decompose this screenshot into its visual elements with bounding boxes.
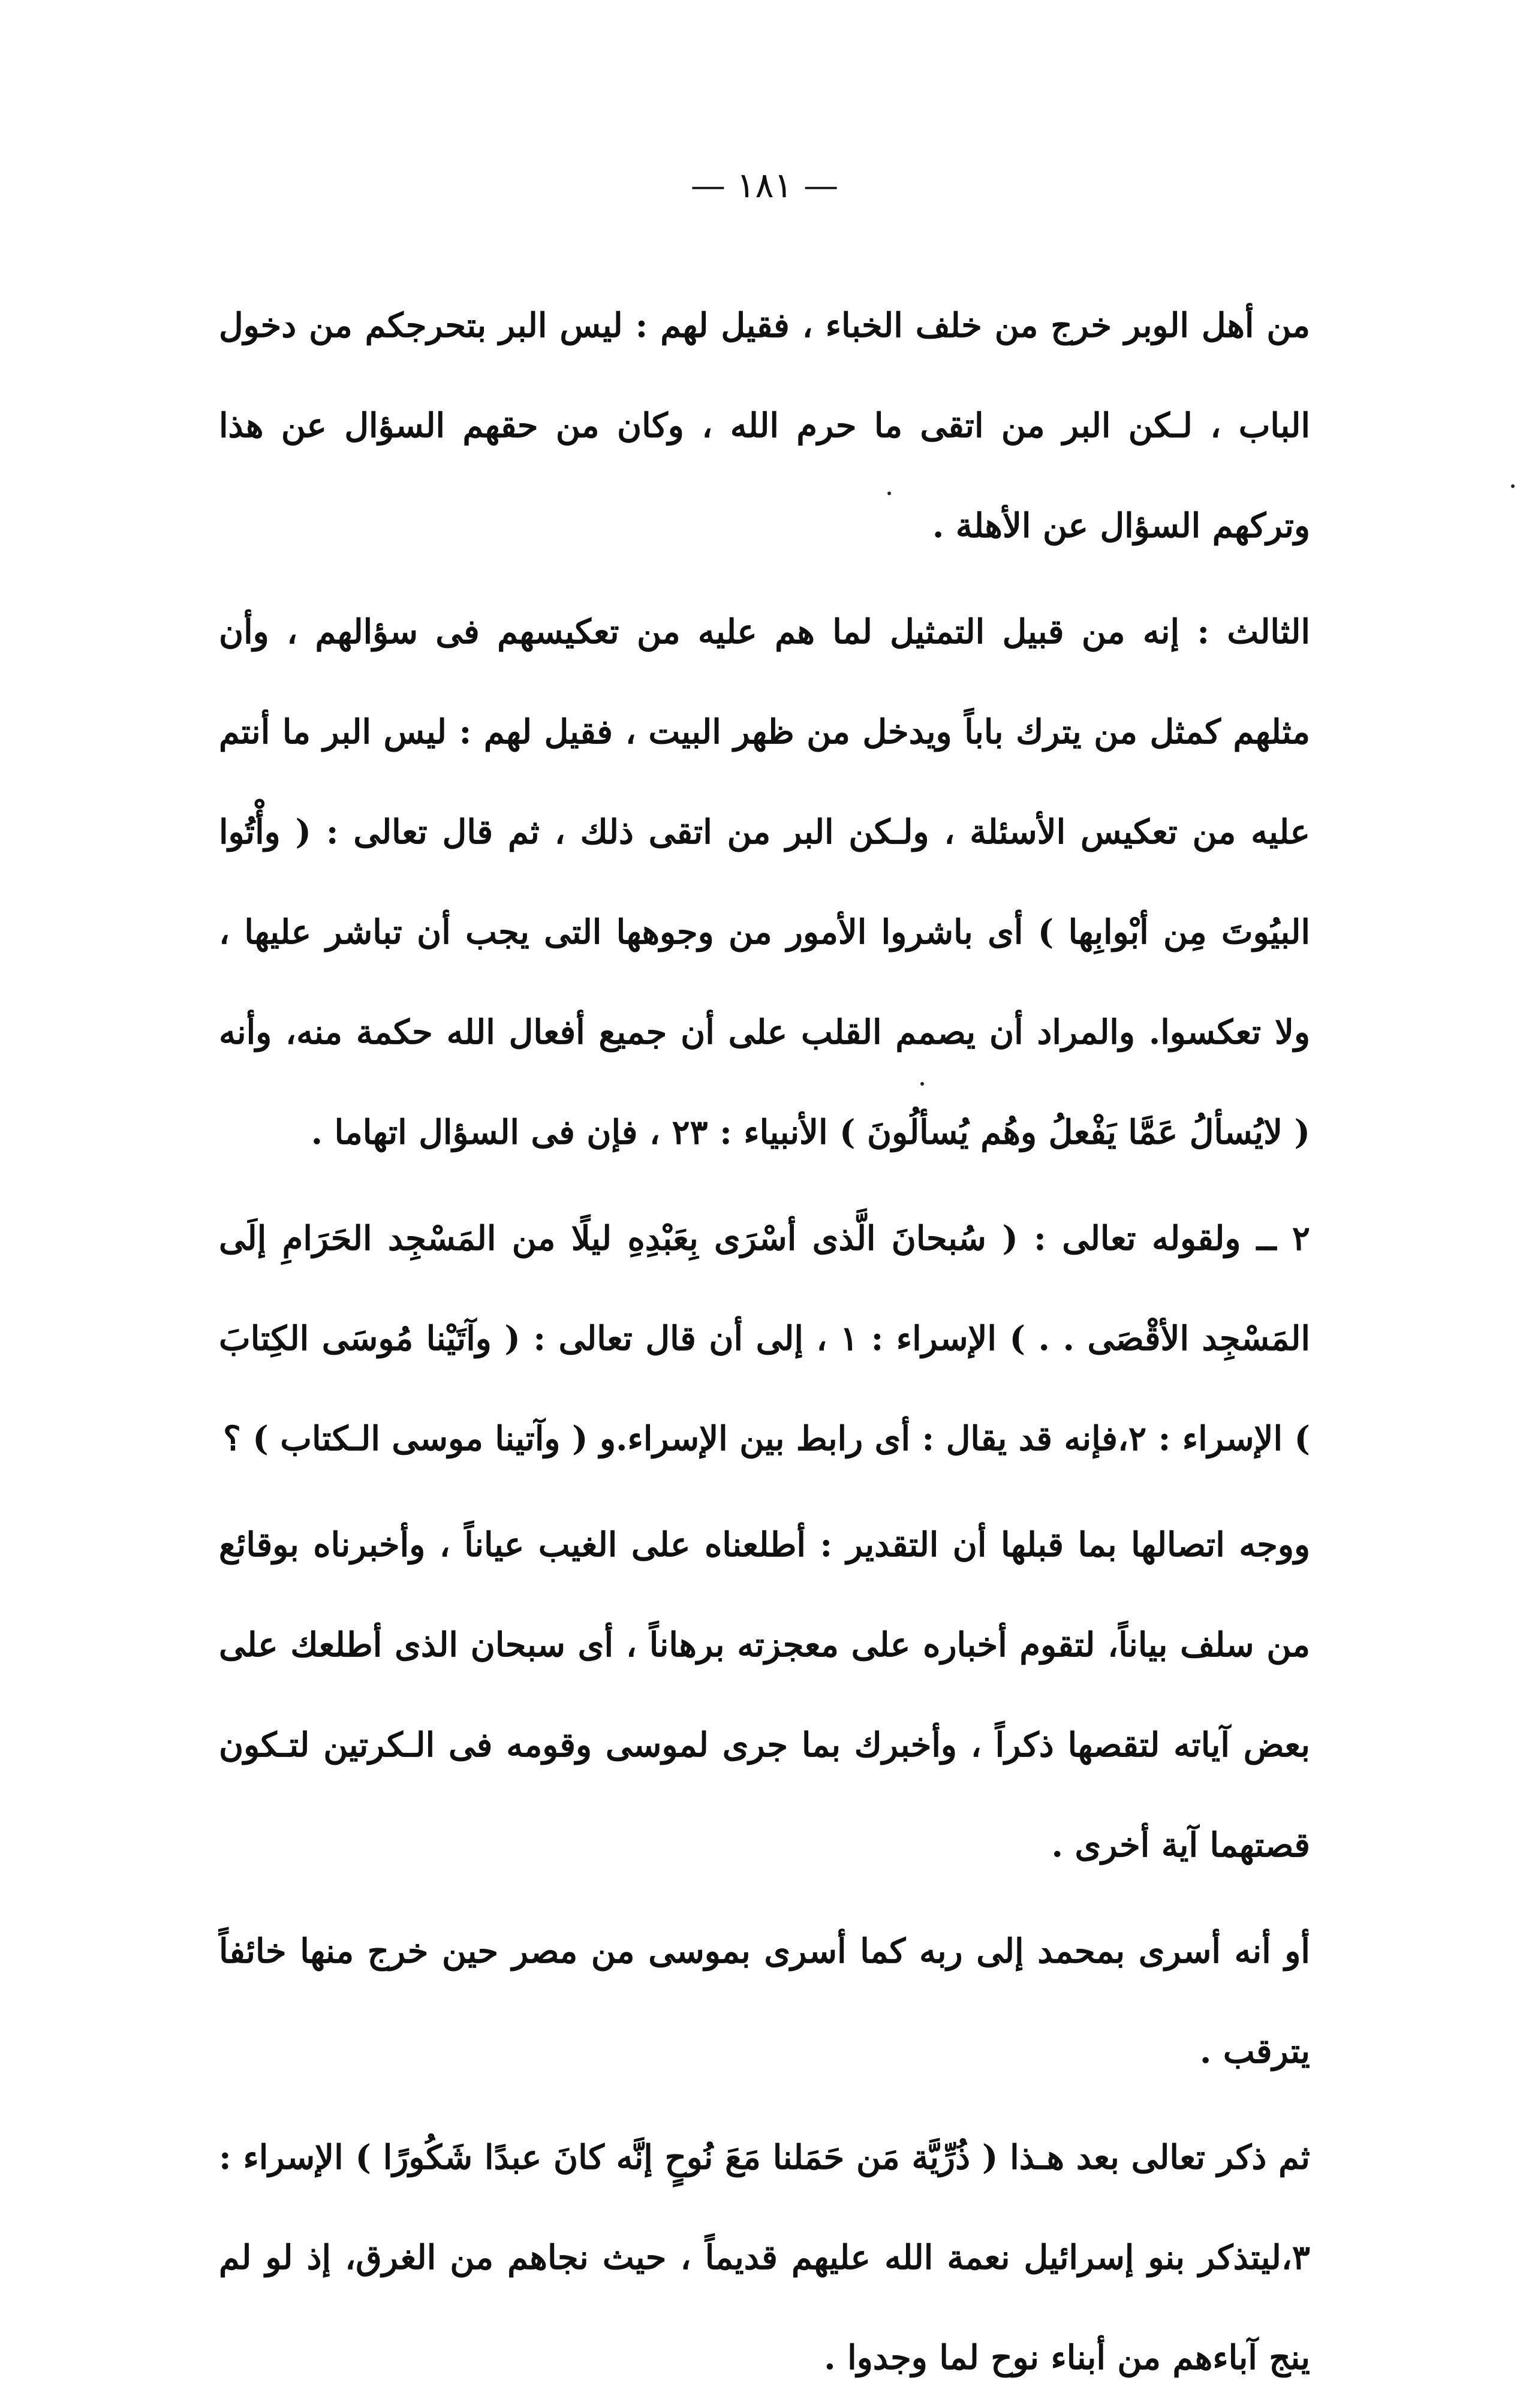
body-text <box>219 276 1310 2408</box>
paragraph-2: الثالث : إنه من قبيل التمثيل لما هم عليه من تعكيسهم فى سؤالهم ، وأن مثلهم كمثل من يترك باباً ويدخل من ظهر البيت ، فقيل لهم : ليس البر ما أنتم عليه من تعكيس الأسئلة ، ولـكن البر من اتقى ذلك ، ثم قال تعالى : ( وأْتُوا البيُوتَ مِن أبْوابِها ) أى باشروا الأمور من وجوهها التى يجب أن تباشر عليها ، ولا تعكسوا. والمراد أن يصمم القلب على أن جميع أفعال الله حكمة منه، وأنه ( لايُسألُ عَمَّا يَفْعلُ وهُم يُسألُونَ ) الأنبياء : ٢٣ ، فإن فى السؤال اتهاما . <box>219 612 1310 1152</box>
paragraph-4: ووجه اتصالها بما قبلها أن التقدير : أطلعناه على الغيب عياناً ، وأخبرناه بوقائع من سلف بياناً، لتقوم أخباره على معجزته برهاناً ، أى سبحان الذى أطلعك على بعض آياته لتقصها ذكراً ، وأخبرك بما جرى لموسى وقومه فى الـكرتين لتـكون قصتهما آية أخرى . <box>219 1525 1311 1865</box>
paragraph-1: من أهل الوبر خرج من خلف الخباء ، فقيل لهم : ليس البر بتحرجكم من دخول الباب ، لـكن البر من اتقى ما حرم الله ، وكان من حقهم السؤال عن هذا وتركهم السؤال عن الأهلة . <box>219 306 1311 546</box>
paragraph-5: أو أنه أسرى بمحمد إلى ربه كما أسرى بموسى من مصر حين خرج منها خائفاً يترقب . <box>219 1931 1310 2071</box>
print-speck <box>920 1082 924 1086</box>
paragraph-6: ثم ذكر تعالى بعد هـذا ( ذُرِّيَّة مَن حَمَلنا مَعَ نُوحٍ إنَّه كانَ عبدًا شَكُورًا ) الإسراء : ٣،ليتذكر بنو إسرائيل نعمة الله عليهم قديماً ، حيث نجاهم من الغرق، إذ لو لم ينج آباءهم من أبناء نوح لما وجدوا . <box>219 2138 1310 2377</box>
print-speck <box>887 492 891 495</box>
print-speck <box>1511 484 1515 488</box>
paragraph-3: ٢ ــ ولقوله تعالى : ( سُبحانَ الَّذى أسْرَى بِعَبْدِهِ ليلًا من المَسْجِد الحَرَامِ إلَى المَسْجِد الأقْصَى . . ) الإسراء : ١ ، إلى أن قال تعالى : ( وآتَيْنا مُوسَى الكِتابَ ) الإسراء : ٢،فإنه قد يقال : أى رابط بين الإسراء.و ( وآتينا موسى الـكتاب ) ؟ <box>219 1219 1311 1458</box>
page-number: — ١٨١ — <box>690 165 839 206</box>
